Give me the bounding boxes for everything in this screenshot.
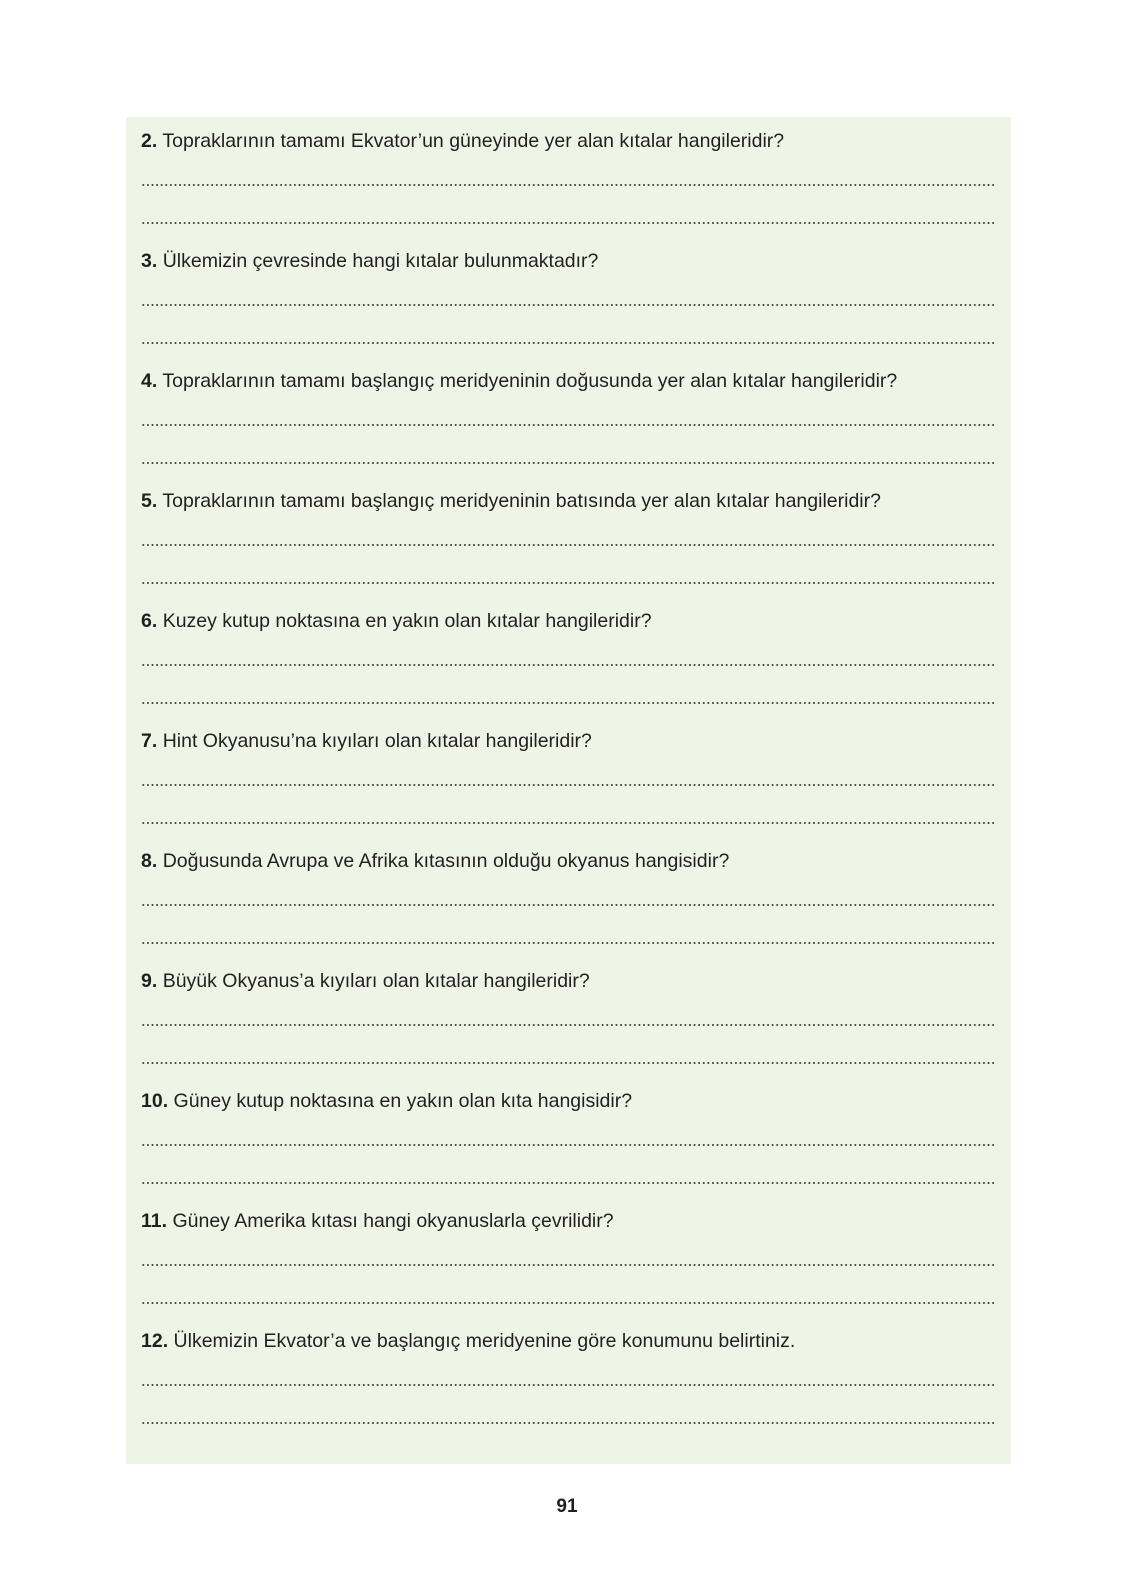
answer-line[interactable] — [141, 423, 996, 427]
question-text — [141, 969, 590, 993]
answer-line[interactable] — [141, 1263, 996, 1267]
question-prompt: Ülkemizin Ekvator’a ve başlangıç meridyenine göre konumunu belirtiniz. — [173, 1330, 796, 1352]
question-text — [141, 1089, 632, 1113]
question-5 — [141, 477, 996, 599]
question-text — [141, 489, 881, 513]
answer-line[interactable] — [141, 221, 996, 225]
worksheet-panel — [126, 117, 1011, 1464]
question-text — [141, 849, 729, 873]
question-4 — [141, 357, 996, 479]
answer-line[interactable] — [141, 941, 996, 945]
answer-line[interactable] — [141, 701, 996, 705]
question-prompt: Hint Okyanusu’na kıyıları olan kıtalar hangileridir? — [162, 730, 592, 752]
answer-line[interactable] — [141, 581, 996, 585]
question-prompt: Güney Amerika kıtası hangi okyanuslarla çevrilidir? — [172, 1210, 614, 1232]
question-number: 8. — [141, 850, 158, 872]
answer-line[interactable] — [141, 183, 996, 187]
question-number: 10. — [141, 1090, 169, 1112]
question-number: 12. — [141, 1330, 169, 1352]
question-text — [141, 129, 784, 153]
question-9 — [141, 957, 996, 1079]
question-7 — [141, 717, 996, 839]
answer-line[interactable] — [141, 1143, 996, 1147]
answer-line[interactable] — [141, 903, 996, 907]
question-number: 9. — [141, 970, 158, 992]
question-number: 11. — [141, 1210, 168, 1232]
question-3 — [141, 237, 996, 359]
question-prompt: Kuzey kutup noktasına en yakın olan kıtalar hangileridir? — [162, 610, 652, 632]
question-prompt: Doğusunda Avrupa ve Afrika kıtasının olduğu okyanus hangisidir? — [162, 850, 730, 872]
question-prompt: Güney kutup noktasına en yakın olan kıta hangisidir? — [173, 1090, 633, 1112]
answer-line[interactable] — [141, 821, 996, 825]
answer-line[interactable] — [141, 461, 996, 465]
question-number: 6. — [141, 610, 158, 632]
answer-line[interactable] — [141, 303, 996, 307]
question-10 — [141, 1077, 996, 1199]
question-prompt: Büyük Okyanus’a kıyıları olan kıtalar hangileridir? — [162, 970, 590, 992]
question-text — [141, 729, 592, 753]
question-text — [141, 1209, 614, 1233]
question-text — [141, 1329, 795, 1353]
question-prompt: Ülkemizin çevresinde hangi kıtalar bulunmaktadır? — [162, 250, 599, 272]
question-prompt: Topraklarının tamamı başlangıç meridyeninin doğusunda yer alan kıtalar hangileridir? — [162, 370, 898, 392]
question-prompt: Topraklarının tamamı başlangıç meridyeninin batısında yer alan kıtalar hangileridir? — [162, 490, 881, 512]
question-number: 5. — [141, 490, 158, 512]
question-text — [141, 369, 897, 393]
question-prompt: Topraklarının tamamı Ekvator’un güneyinde yer alan kıtalar hangileridir? — [162, 130, 785, 152]
answer-line[interactable] — [141, 1023, 996, 1027]
answer-line[interactable] — [141, 543, 996, 547]
question-11 — [141, 1197, 996, 1319]
question-text — [141, 249, 598, 273]
answer-line[interactable] — [141, 1181, 996, 1185]
question-12 — [141, 1317, 996, 1439]
question-number: 4. — [141, 370, 158, 392]
question-number: 7. — [141, 730, 158, 752]
question-6 — [141, 597, 996, 719]
answer-line[interactable] — [141, 1383, 996, 1387]
page-number: 91 — [556, 1496, 578, 1517]
question-number: 2. — [141, 130, 158, 152]
question-8 — [141, 837, 996, 959]
question-2 — [141, 117, 996, 239]
answer-line[interactable] — [141, 1061, 996, 1065]
answer-line[interactable] — [141, 341, 996, 345]
answer-line[interactable] — [141, 783, 996, 787]
question-text — [141, 609, 652, 633]
answer-line[interactable] — [141, 663, 996, 667]
question-number: 3. — [141, 250, 158, 272]
answer-line[interactable] — [141, 1421, 996, 1425]
answer-line[interactable] — [141, 1301, 996, 1305]
